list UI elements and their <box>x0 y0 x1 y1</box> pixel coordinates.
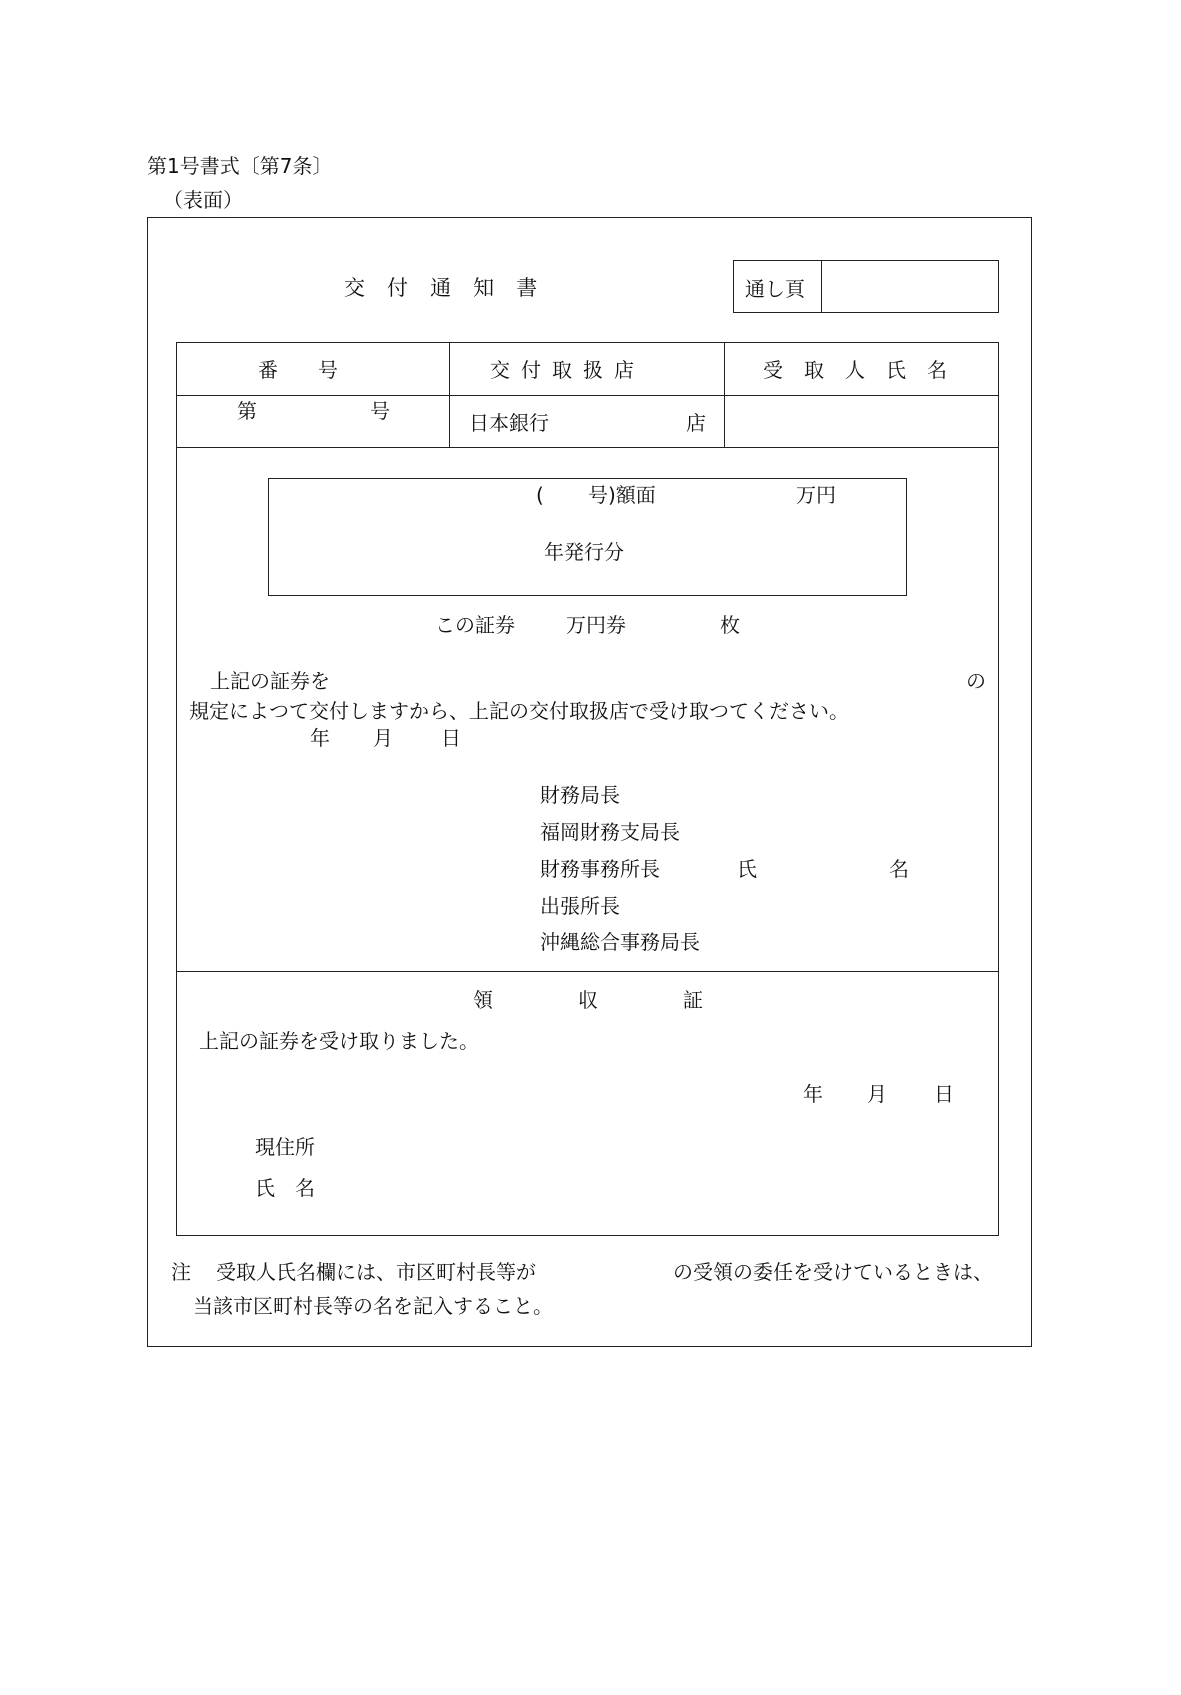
number-prefix: 第 <box>237 399 257 423</box>
issue-year: 年発行分 <box>544 540 624 564</box>
bank-prefix: 日本銀行 <box>469 411 549 435</box>
notice-line-1: 上記の証券を <box>210 669 330 693</box>
notice-date-day: 日 <box>441 726 461 750</box>
receipt-divider <box>176 971 999 972</box>
issuer-name-mei: 名 <box>889 857 909 881</box>
series-paren: ( <box>536 483 544 507</box>
name-label: 氏 名 <box>255 1176 315 1200</box>
receipt-title-3: 証 <box>683 988 703 1012</box>
issuer-name-shi: 氏 <box>737 857 757 881</box>
table-row-line <box>176 447 999 448</box>
receipt-text: 上記の証券を受け取りました。 <box>199 1029 479 1053</box>
notice-line-1-end: の <box>966 669 986 693</box>
notice-date-year: 年 <box>310 726 330 750</box>
header-number: 番 号 <box>258 358 338 382</box>
note-line-1b: の受領の委任を受けているときは、 <box>673 1260 993 1284</box>
table-header-line <box>176 395 999 396</box>
receipt-title-1: 領 <box>473 988 493 1012</box>
header-recipient: 受取人氏名 <box>763 358 968 382</box>
bank-suffix: 店 <box>686 411 706 435</box>
count-prefix: この証券 <box>435 613 515 637</box>
page-box-divider <box>821 260 822 313</box>
note-line-2: 当該市区町村長等の名を記入すること。 <box>193 1294 553 1318</box>
page-number-label: 通し頁 <box>745 277 805 301</box>
issuer-2: 福岡財務支局長 <box>540 820 680 844</box>
receipt-date-day: 日 <box>934 1082 954 1106</box>
header-branch: 交付取扱店 <box>490 358 645 382</box>
amount-unit: 万円 <box>796 483 836 507</box>
receipt-date-year: 年 <box>803 1082 823 1106</box>
issuer-5: 沖縄総合事務局長 <box>540 930 700 954</box>
notice-date-month: 月 <box>373 726 393 750</box>
issuer-1: 財務局長 <box>540 783 620 807</box>
note-line-1a: 受取人氏名欄には、市区町村長等が <box>216 1260 536 1284</box>
count-denomination: 万円券 <box>566 613 626 637</box>
address-label: 現住所 <box>255 1135 315 1159</box>
issuer-3: 財務事務所長 <box>540 857 660 881</box>
document-title: 交付通知書 <box>344 276 560 300</box>
issuer-4: 出張所長 <box>540 894 620 918</box>
number-suffix: 号 <box>370 399 390 423</box>
series-line: 号)額面 <box>588 483 656 507</box>
table-col-line-1 <box>449 342 450 447</box>
note-label: 注 <box>171 1260 191 1284</box>
receipt-date-month: 月 <box>867 1082 887 1106</box>
form-number: 第1号書式〔第7条〕 <box>147 154 333 178</box>
count-unit: 枚 <box>720 613 740 637</box>
receipt-title-2: 収 <box>578 988 598 1012</box>
side-label: （表面） <box>163 188 243 212</box>
notice-line-2: 規定によつて交付しますから、上記の交付取扱店で受け取つてください。 <box>189 699 849 723</box>
table-col-line-2 <box>724 342 725 447</box>
